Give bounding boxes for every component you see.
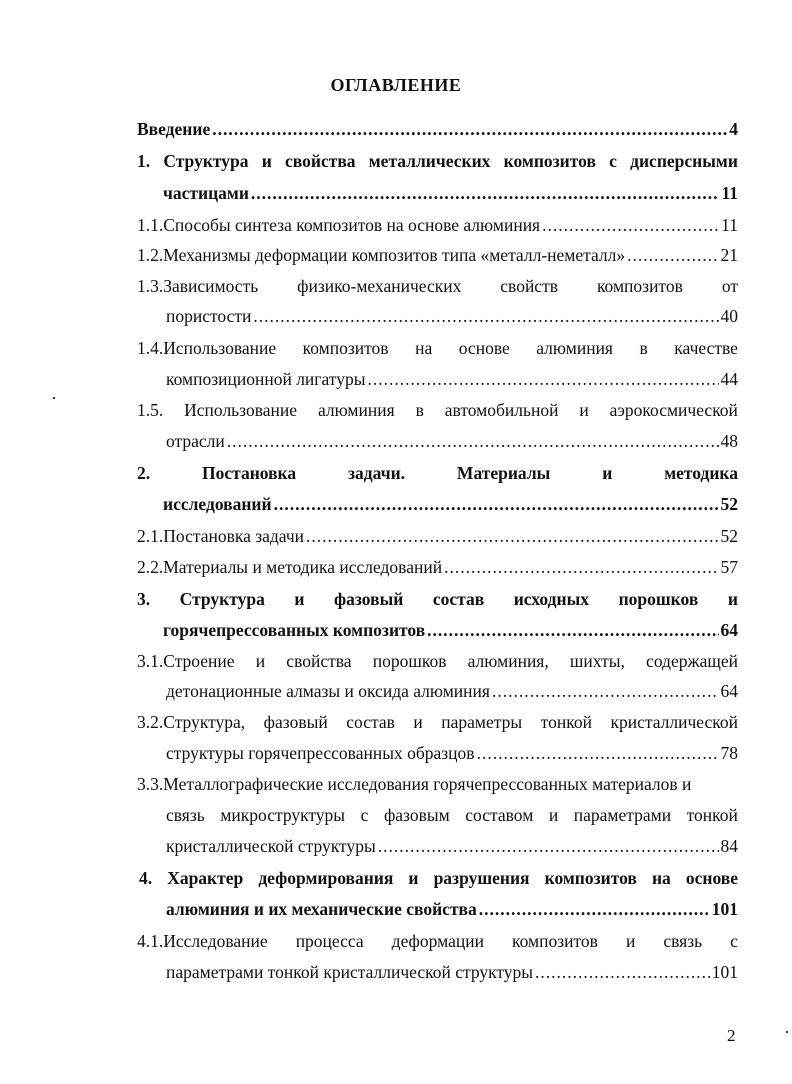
- toc-entry-1-2[interactable]: [137, 244, 738, 266]
- toc-word: Использование: [184, 400, 298, 420]
- toc-entry-intro[interactable]: [137, 118, 738, 140]
- toc-word: микроструктуры: [220, 805, 346, 825]
- toc-entry-page: 11: [721, 215, 738, 235]
- toc-entry-text: 3.3.Металлографические исследования горячепрессованных материалов и: [137, 774, 692, 794]
- toc-word: от: [721, 276, 738, 296]
- toc-entry-page: 4: [729, 119, 738, 139]
- toc-word: автомобильной: [444, 400, 559, 420]
- toc-word: композитов: [302, 338, 389, 358]
- toc-word: Структура: [179, 589, 265, 609]
- toc-entry-page: 52: [720, 494, 738, 514]
- toc-entry-text: 2.1.Постановка задачи: [137, 526, 305, 546]
- toc-entry-text: структуры горячепрессованных образцов: [166, 743, 475, 763]
- toc-word: алюминия,: [467, 651, 549, 671]
- toc-word: деформирования: [258, 868, 394, 888]
- toc-entry-page: 64: [720, 681, 738, 701]
- toc-leader: [253, 305, 718, 327]
- toc-word: 1.5.: [137, 400, 164, 420]
- toc-entry-page: 52: [720, 526, 738, 546]
- toc-word: параметры: [441, 712, 523, 732]
- toc-entry-text: 2.2.Материалы и методика исследований: [137, 557, 443, 577]
- toc-entry-ch4-line1[interactable]: [139, 867, 738, 889]
- toc-word: и: [413, 712, 423, 732]
- toc-word: алюминия: [536, 338, 613, 358]
- toc-word: задачи.: [348, 463, 406, 483]
- toc-entry-3-1-line2[interactable]: [166, 680, 738, 702]
- toc-word: и: [727, 589, 738, 609]
- toc-entry-page: 84: [720, 836, 738, 856]
- toc-entry-ch1-line2[interactable]: [163, 182, 738, 204]
- toc-leader: [274, 493, 719, 515]
- toc-word: на: [651, 868, 671, 888]
- toc-entry-2-1[interactable]: [137, 525, 738, 547]
- toc-word: фазовый: [334, 589, 404, 609]
- toc-entry-4-1-line2[interactable]: [166, 961, 738, 983]
- toc-word: фазовым: [383, 805, 450, 825]
- toc-entry-text: горячепрессованных композитов: [163, 620, 426, 640]
- toc-entry-text: частицами: [163, 183, 249, 203]
- toc-entry-text: 1.1.Способы синтеза композитов на основе алюминия: [137, 215, 541, 235]
- toc-word: свойств: [500, 276, 558, 296]
- toc-leader: [378, 835, 719, 857]
- toc-word: на: [415, 338, 433, 358]
- toc-word: и: [255, 651, 266, 671]
- toc-word: и: [261, 151, 272, 171]
- toc-word: Характер: [167, 868, 244, 888]
- toc-word: 3.2.Структура,: [137, 712, 246, 732]
- toc-word: порошков: [618, 589, 699, 609]
- toc-entry-1-3-line1[interactable]: [137, 275, 738, 297]
- toc-entry-page: 101: [711, 962, 738, 982]
- toc-word: дисперсными: [630, 151, 738, 171]
- toc-word: методика: [664, 463, 738, 483]
- toc-word: 2.: [137, 463, 151, 483]
- toc-word: композитов: [596, 276, 683, 296]
- toc-entry-text: кристаллической структуры: [166, 836, 376, 856]
- toc-entry-3-2-line2[interactable]: [166, 742, 738, 764]
- toc-entry-ch3-line1[interactable]: [137, 588, 738, 610]
- toc-entry-ch1-line1[interactable]: [137, 150, 738, 172]
- toc-entry-1-5-line1[interactable]: [137, 399, 738, 421]
- toc-leader: [212, 118, 727, 140]
- toc-word: 1.4.Использование: [137, 338, 277, 358]
- toc-word: основе: [685, 868, 738, 888]
- toc-entry-text: 1.2.Механизмы деформации композитов типа «металл-неметалл»: [137, 245, 626, 265]
- toc-word: тонкой: [540, 712, 592, 732]
- toc-entry-1-4-line1[interactable]: [137, 337, 738, 359]
- toc-entry-text: композиционной лигатуры: [166, 369, 366, 389]
- toc-leader: [306, 525, 718, 547]
- toc-word: 4.1.Исследование: [137, 931, 268, 951]
- toc-word: свойства: [286, 651, 352, 671]
- toc-entry-page: 64: [720, 620, 738, 640]
- toc-entry-page: 57: [720, 557, 738, 577]
- scan-speck: [53, 397, 55, 399]
- toc-word: связь: [663, 931, 703, 951]
- toc-leader: [627, 244, 718, 266]
- toc-entry-page: 11: [721, 183, 738, 203]
- toc-word: и: [579, 400, 589, 420]
- toc-entry-3-3-line2[interactable]: [166, 804, 738, 826]
- toc-word: в: [639, 338, 648, 358]
- toc-word: составом: [465, 805, 534, 825]
- toc-word: процесса: [295, 931, 364, 951]
- toc-word: и: [625, 931, 636, 951]
- toc-word: разрушения: [433, 868, 530, 888]
- toc-word: 4.: [139, 868, 153, 888]
- toc-leader: [251, 182, 720, 204]
- toc-word: 1.3.Зависимость: [137, 276, 259, 296]
- toc-word: исходных: [513, 589, 590, 609]
- toc-word: порошков: [372, 651, 447, 671]
- toc-word: и: [602, 463, 613, 483]
- toc-word: композитов: [544, 868, 637, 888]
- toc-entry-text: детонационные алмазы и оксида алюминия: [166, 681, 490, 701]
- toc-entry-page: 48: [720, 431, 738, 451]
- toc-entry-text: отрасли: [166, 431, 225, 451]
- toc-entry-ch2-line1[interactable]: [137, 462, 738, 484]
- toc-word: 3.: [137, 589, 151, 609]
- toc-leader: [542, 214, 719, 236]
- toc-word: в: [415, 400, 424, 420]
- toc-entry-text: алюминия и их механические свойства: [166, 899, 477, 919]
- toc-word: Структура: [163, 151, 249, 171]
- toc-word: кристаллической: [610, 712, 738, 732]
- toc-word: содержащей: [646, 651, 738, 671]
- toc-entry-4-1-line1[interactable]: [137, 930, 738, 952]
- toc-word: физико-механических: [297, 276, 462, 296]
- toc-entry-ch3-line2[interactable]: [163, 619, 738, 641]
- toc-entry-2-2[interactable]: [137, 556, 738, 578]
- toc-entry-ch4-line2[interactable]: [166, 898, 738, 920]
- toc-entry-3-2-line1[interactable]: [137, 711, 738, 733]
- toc-word: с: [730, 931, 738, 951]
- toc-word: металлических: [368, 151, 491, 171]
- toc-word: и: [408, 868, 419, 888]
- toc-word: алюминия: [317, 400, 395, 420]
- toc-entry-ch2-line2[interactable]: [163, 493, 738, 515]
- toc-leader: [535, 961, 710, 983]
- toc-word: и: [548, 805, 559, 825]
- toc-word: качестве: [674, 338, 738, 358]
- toc-entry-1-3-line2[interactable]: [166, 305, 738, 327]
- toc-entry-3-1-line1[interactable]: [137, 650, 738, 672]
- toc-word: фазовый: [263, 712, 328, 732]
- toc-word: деформации: [391, 931, 484, 951]
- toc-entry-text: Введение: [137, 119, 211, 139]
- toc-leader: [444, 556, 718, 578]
- toc-leader: [492, 680, 719, 702]
- toc-word: аэрокосмической: [609, 400, 738, 420]
- toc-word: и: [294, 589, 305, 609]
- toc-entry-page: 40: [720, 306, 738, 326]
- toc-leader: [479, 898, 710, 920]
- toc-leader: [367, 368, 718, 390]
- toc-word: композитов: [511, 931, 598, 951]
- toc-entry-3-3-line3[interactable]: [166, 835, 738, 857]
- toc-entry-text: исследований: [163, 494, 272, 514]
- toc-entry-3-3-line1[interactable]: [137, 773, 738, 795]
- toc-entry-page: 44: [720, 369, 738, 389]
- toc-word: композитов: [503, 151, 596, 171]
- toc-word: тонкой: [686, 805, 738, 825]
- toc-leader: [227, 430, 719, 452]
- page-title: ОГЛАВЛЕНИЕ: [330, 75, 462, 95]
- toc-word: Постановка: [202, 463, 297, 483]
- toc-word: связь: [166, 805, 205, 825]
- toc-word: 3.1.Строение: [137, 651, 235, 671]
- toc-word: состав: [346, 712, 395, 732]
- toc-leader: [427, 619, 718, 641]
- toc-word: шихты,: [569, 651, 625, 671]
- toc-entry-page: 78: [720, 743, 738, 763]
- toc-entry-1-1[interactable]: [137, 214, 738, 236]
- toc-entry-text: параметрами тонкой кристаллической структуры: [166, 962, 534, 982]
- scan-speck: [786, 1031, 788, 1033]
- toc-word: с: [360, 805, 369, 825]
- toc-word: параметрами: [573, 805, 672, 825]
- toc-word: с: [609, 151, 617, 171]
- toc-word: свойства: [285, 151, 356, 171]
- toc-entry-1-5-line2[interactable]: [166, 430, 738, 452]
- toc-word: Материалы: [456, 463, 551, 483]
- toc-word: основе: [458, 338, 510, 358]
- toc-word: состав: [432, 589, 485, 609]
- toc-leader: [477, 742, 719, 764]
- toc-entry-page: 101: [711, 899, 738, 919]
- toc-entry-page: 21: [720, 245, 738, 265]
- page-number: 2: [727, 1026, 736, 1045]
- toc-entry-text: пористости: [166, 306, 252, 326]
- toc-word: 1.: [137, 151, 151, 171]
- toc-entry-1-4-line2[interactable]: [166, 368, 738, 390]
